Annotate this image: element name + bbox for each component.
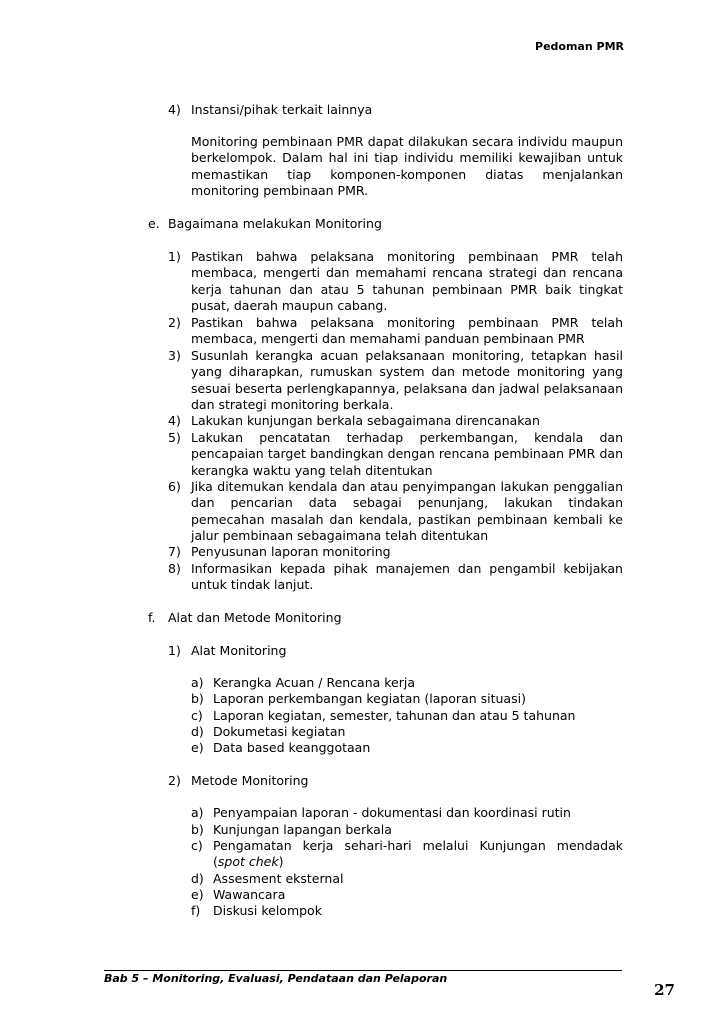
sub-item-letter: d) <box>191 871 204 886</box>
sub-item-letter: b) <box>191 691 204 706</box>
sub-item-letter: c) <box>191 708 203 723</box>
subsection-title: Metode Monitoring <box>191 773 309 788</box>
section-title: Alat dan Metode Monitoring <box>168 610 342 625</box>
list-item-number: 7) <box>168 544 181 559</box>
list-item-number: 4) <box>168 413 181 428</box>
sub-item-letter: e) <box>191 740 204 755</box>
section-letter: f. <box>148 610 156 625</box>
list-item-text: Pastikan bahwa pelaksana monitoring pembinaan PMR telah membaca, mengerti dan memahami panduan pembinaan PMR <box>191 315 623 347</box>
list-item-number: 3) <box>168 348 181 363</box>
list-item-number: 2) <box>168 773 181 788</box>
list-item-text: Instansi/pihak terkait lainnya <box>191 102 373 117</box>
list-item-text: Lakukan pencatatan terhadap perkembangan, kendala dan pencapaian target bandingkan dengan rencana pembinaan PMR dan kerangka waktu yang telah ditentukan <box>191 430 623 478</box>
sub-item-text: Dokumetasi kegiatan <box>213 724 346 739</box>
list-item-number: 6) <box>168 479 181 494</box>
sub-item-text <box>213 838 623 871</box>
list-item-text: Penyusunan laporan monitoring <box>191 544 391 559</box>
sub-item-text: Laporan kegiatan, semester, tahunan dan atau 5 tahunan <box>213 708 576 723</box>
sub-item-text: Data based keanggotaan <box>213 740 371 755</box>
list-item-text: Pastikan bahwa pelaksana monitoring pembinaan PMR telah membaca, mengerti dan memahami rencana strategi dan rencana kerja tahunan dan atau 5 tahunan pembinaan PMR baik tingkat pusat, daerah maupun cabang. <box>191 249 623 313</box>
list-item-number: 1) <box>168 249 181 264</box>
footer-divider <box>104 970 622 971</box>
sub-item-letter: e) <box>191 887 204 902</box>
sub-item-letter: a) <box>191 805 204 820</box>
list-item-number: 4) <box>168 102 181 117</box>
sub-item-text: Kunjungan lapangan berkala <box>213 822 392 837</box>
sub-item-text: Penyampaian laporan - dokumentasi dan koordinasi rutin <box>213 805 571 820</box>
sub-item-letter: d) <box>191 724 204 739</box>
list-item-text: Informasikan kepada pihak manajemen dan pengambil kebijakan untuk tindak lanjut. <box>191 561 623 593</box>
list-item-number: 1) <box>168 643 181 658</box>
sub-item-letter: c) <box>191 838 203 853</box>
sub-item-letter: a) <box>191 675 204 690</box>
subsection-title: Alat Monitoring <box>191 643 287 658</box>
list-item-number: 5) <box>168 430 181 445</box>
sub-item-text: Diskusi kelompok <box>213 903 322 918</box>
sub-item-text: Wawancara <box>213 887 286 902</box>
sub-item-letter: f) <box>191 903 201 918</box>
list-item-text: Lakukan kunjungan berkala sebagaimana direncanakan <box>191 413 540 428</box>
sub-item-text-part: Pengamatan kerja sehari-hari melalui Kunjungan mendadak ( <box>213 838 623 870</box>
list-item-text: Susunlah kerangka acuan pelaksanaan monitoring, tetapkan hasil yang diharapkan, rumuskan system dan metode monitoring yang sesuai beserta perlengkapannya, pelaksana dan jadwal pelaksanaan dan strategi monitoring berkala. <box>191 348 623 412</box>
sub-item-text: Laporan perkembangan kegiatan (laporan situasi) <box>213 691 526 706</box>
sub-item-text: Assesment eksternal <box>213 871 344 886</box>
paragraph: Monitoring pembinaan PMR dapat dilakukan secara individu maupun berkelompok. Dalam hal ini tiap individu memiliki kewajiban untuk memastikan tiap komponen-komponen diatas menjalankan monitoring pembinaan PMR. <box>191 134 623 198</box>
page-number: 27 <box>654 981 675 999</box>
running-header: Pedoman PMR <box>535 40 624 53</box>
section-title: Bagaimana melakukan Monitoring <box>168 216 382 231</box>
sub-item-text: Kerangka Acuan / Rencana kerja <box>213 675 416 690</box>
list-item-text: Jika ditemukan kendala dan atau penyimpangan lakukan penggalian dan pencarian data sebagai penunjang, lakukan tindakan pemecahan masalah dan kendala, pastikan pembinaan kembali ke jalur pembinaan sebagaimana telah ditentukan <box>191 479 623 543</box>
list-item-number: 2) <box>168 315 181 330</box>
sub-item-letter: b) <box>191 822 204 837</box>
sub-item-text-part: ) <box>278 854 284 870</box>
footer-chapter: Bab 5 – Monitoring, Evaluasi, Pendataan dan Pelaporan <box>104 972 448 985</box>
section-letter: e. <box>148 216 160 231</box>
list-item-number: 8) <box>168 561 181 576</box>
sub-item-text-italic: spot chek <box>217 854 279 870</box>
